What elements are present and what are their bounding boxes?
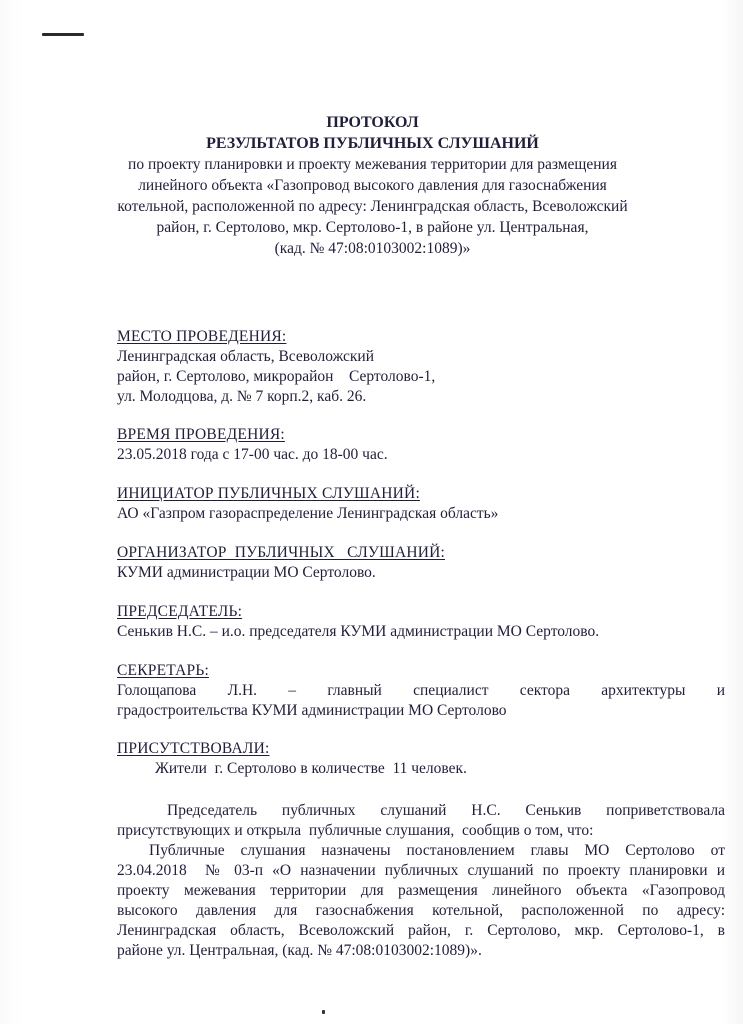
paragraph-decree-line-3: проекту межевания территории для размещения линейного объекта «Газопровод bbox=[117, 882, 725, 899]
section-title-secretary: СЕКРЕТАРЬ: bbox=[117, 662, 209, 679]
section-place bbox=[117, 327, 725, 407]
document-title: ПРОТОКОЛ bbox=[326, 114, 419, 131]
section-initiator bbox=[117, 484, 725, 524]
place-line-2: район, г. Сертолово, микрорайон Сертолово-1, bbox=[117, 368, 436, 385]
section-attended bbox=[117, 739, 725, 779]
header-line-4: район, г. Сертолово, мкр. Сертолово-1, в районе ул. Центральная, bbox=[156, 219, 589, 236]
chairman-text: Сенькив Н.С. – и.о. председателя КУМИ администрации МО Сертолово. bbox=[117, 623, 600, 640]
document-subtitle-bold: РЕЗУЛЬТАТОВ ПУБЛИЧНЫХ СЛУШАНИЙ bbox=[206, 135, 539, 152]
document-body bbox=[117, 327, 725, 961]
attended-text: Жители г. Сертолово в количестве 11 человек. bbox=[155, 760, 467, 777]
section-organizer bbox=[117, 543, 725, 583]
header-line-3: котельной, расположенной по адресу: Ленинградская область, Всеволожский bbox=[117, 198, 628, 215]
paragraph-decree-line-2: 23.04.2018 № 03-п «О назначении публичных слушаний по проекту планировки и bbox=[117, 862, 725, 879]
paragraph-opening-line-1: Председатель публичных слушаний Н.С. Сенькив поприветствовала bbox=[167, 802, 725, 819]
time-text: 23.05.2018 года с 17-00 час. до 18-00 час. bbox=[117, 446, 388, 463]
paragraph-decree bbox=[117, 841, 725, 961]
section-chairman bbox=[117, 602, 725, 642]
header-line-1: по проекту планировки и проекту межевания территории для размещения bbox=[128, 156, 617, 173]
place-line-1: Ленинградская область, Всеволожский bbox=[117, 348, 375, 365]
paragraph-decree-line-5: Ленинградская область, Всеволожский район, г. Сертолово, мкр. Сертолово-1, в bbox=[117, 922, 725, 939]
organizer-text: КУМИ администрации МО Сертолово. bbox=[117, 564, 376, 581]
document-header bbox=[100, 112, 645, 259]
scan-dot bbox=[322, 1010, 325, 1014]
section-title-attended: ПРИСУТСТВОВАЛИ: bbox=[117, 740, 270, 757]
section-title-place: МЕСТО ПРОВЕДЕНИЯ: bbox=[117, 328, 287, 345]
secretary-line-1: Голощапова Л.Н. – главный специалист сектора архитектуры и bbox=[117, 682, 725, 699]
secretary-line-2: градостроительства КУМИ администрации МО Сертолово bbox=[117, 702, 507, 719]
section-secretary bbox=[117, 661, 725, 721]
place-line-3: ул. Молодцова, д. № 7 корп.2, каб. 26. bbox=[117, 388, 367, 405]
initiator-text: АО «Газпром газораспределение Ленинградская область» bbox=[117, 505, 499, 522]
section-title-initiator: ИНИЦИАТОР ПУБЛИЧНЫХ СЛУШАНИЙ: bbox=[117, 485, 420, 502]
paragraph-decree-line-1: Публичные слушания назначены постановлением главы МО Сертолово от bbox=[149, 842, 725, 859]
scan-mark bbox=[42, 33, 84, 36]
section-time bbox=[117, 425, 725, 465]
section-title-organizer: ОРГАНИЗАТОР ПУБЛИЧНЫХ СЛУШАНИЙ: bbox=[117, 544, 446, 561]
section-title-chairman: ПРЕДСЕДАТЕЛЬ: bbox=[117, 603, 243, 620]
paragraph-opening bbox=[117, 801, 725, 841]
header-line-2: линейного объекта «Газопровод высокого давления для газоснабжения bbox=[138, 177, 607, 194]
paragraph-opening-line-2: присутствующих и открыла публичные слушания, сообщив о том, что: bbox=[117, 822, 594, 839]
paragraph-decree-line-4: высокого давления для газоснабжения котельной, расположенной по адресу: bbox=[117, 902, 725, 919]
header-line-5: (кад. № 47:08:0103002:1089)» bbox=[274, 240, 471, 257]
paragraph-decree-line-6: районе ул. Центральная, (кад. № 47:08:0103002:1089)». bbox=[117, 942, 482, 959]
section-title-time: ВРЕМЯ ПРОВЕДЕНИЯ: bbox=[117, 426, 285, 443]
